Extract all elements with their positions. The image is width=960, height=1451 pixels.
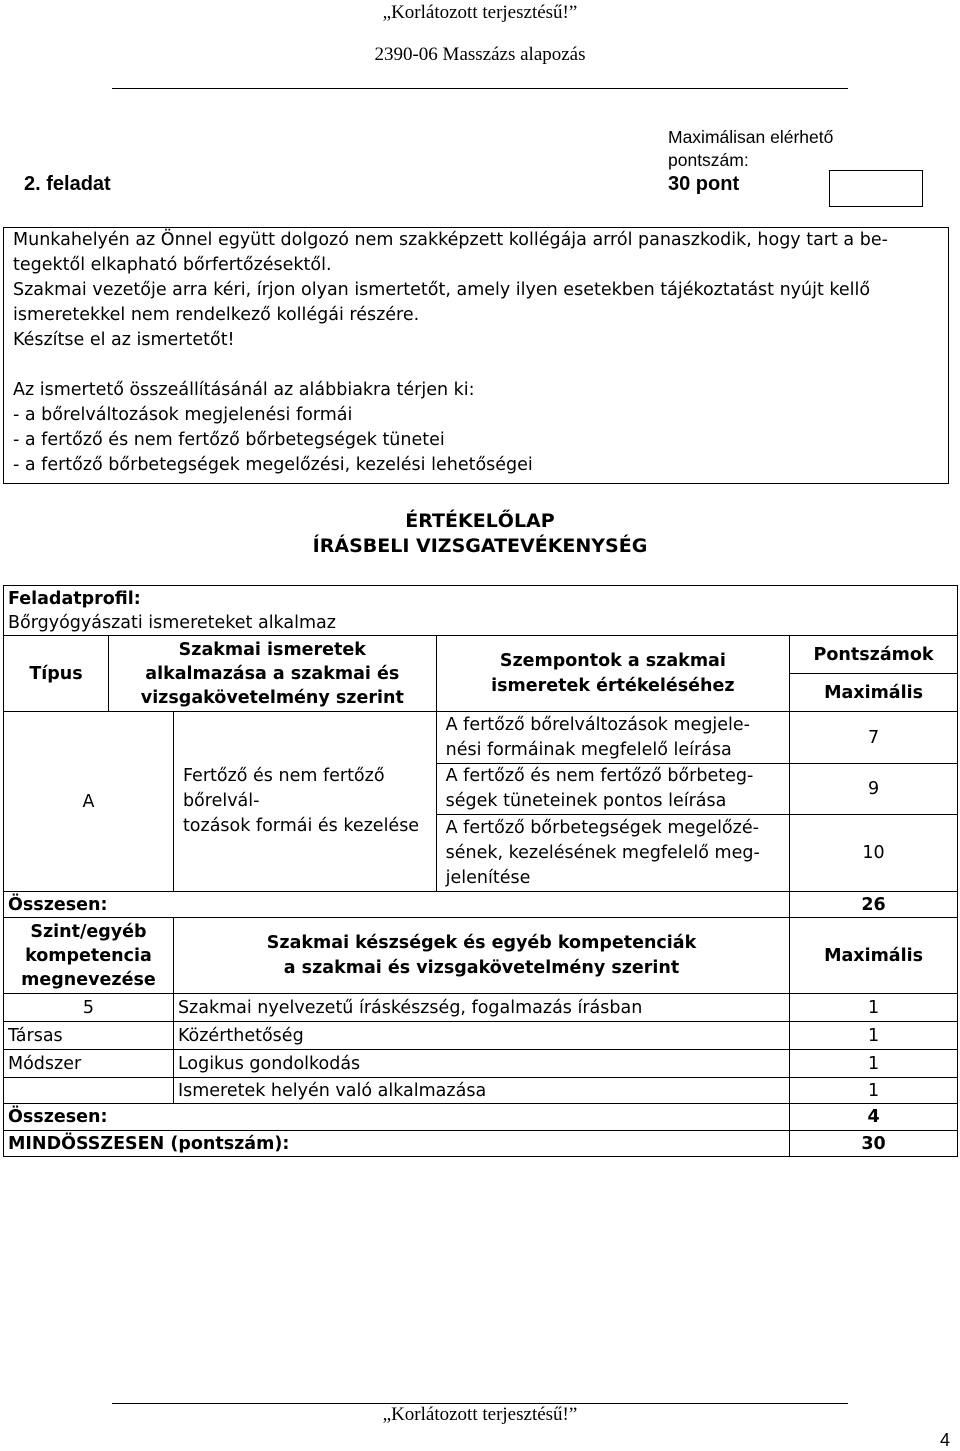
knowledge-line: Fertőző és nem fertőző bőrelvál- bbox=[182, 766, 385, 811]
criteria-line: nési formáinak megfelelő leírása bbox=[445, 739, 732, 760]
task-description bbox=[3, 227, 949, 484]
criteria-line: A fertőző és nem fertőző bőrbeteg- bbox=[445, 766, 754, 786]
col-criteria bbox=[436, 636, 789, 712]
col-max2: Maximális bbox=[790, 918, 958, 994]
desc-bullet: - a fertőző bőrbetegségek megelőzési, kezelési lehetőségei bbox=[13, 455, 533, 475]
col-criteria-line: ismeretek értékeléséhez bbox=[491, 675, 735, 696]
desc-line: Munkahelyén az Önnel együtt dolgozó nem szakképzett kollégája arról panaszkodik, hogy tart a be- bbox=[13, 230, 888, 250]
knowledge-value bbox=[173, 712, 436, 892]
skills-header-row bbox=[4, 918, 958, 994]
criteria-line: jelenítése bbox=[445, 867, 531, 888]
max-points-value: 30 pont bbox=[668, 173, 740, 195]
subtotal-row bbox=[4, 1104, 958, 1131]
col-skills bbox=[173, 918, 789, 994]
col-skills-line: a szakmai és vizsgakövetelmény szerint bbox=[283, 957, 680, 978]
col-knowledge-line: alkalmazása a szakmai és bbox=[145, 663, 400, 684]
criteria-cell bbox=[436, 712, 789, 764]
desc-line: Szakmai vezetője arra kéri, írjon olyan ismertetőt, amely ilyen esetekben tájékoztatást nyújt kellő bbox=[13, 280, 871, 300]
eval-title: ÉRTÉKELŐLAP bbox=[405, 510, 555, 532]
criteria-points: 9 bbox=[790, 764, 958, 815]
skill-desc: Ismeretek helyén való alkalmazása bbox=[173, 1078, 789, 1104]
skill-row bbox=[4, 1050, 958, 1078]
col-criteria-line: Szempontok a szakmai bbox=[499, 650, 726, 671]
skill-level: Módszer bbox=[4, 1050, 174, 1078]
criteria-cell bbox=[436, 764, 789, 815]
col-knowledge-line: vizsgakövetelmény szerint bbox=[140, 687, 404, 708]
header-row-1 bbox=[4, 636, 958, 674]
grand-total-row bbox=[4, 1131, 958, 1157]
subtotal-row bbox=[4, 892, 958, 918]
skill-points: 1 bbox=[790, 994, 958, 1022]
eval-subtitle: ÍRÁSBELI VIZSGATEVÉKENYSÉG bbox=[312, 535, 648, 557]
skill-points: 1 bbox=[790, 1078, 958, 1104]
footer-restricted: „Korlátozott terjesztésű!” bbox=[382, 1404, 578, 1425]
skill-level: 5 bbox=[4, 994, 174, 1022]
type-value: A bbox=[4, 712, 174, 892]
subtotal-value: 4 bbox=[790, 1104, 958, 1131]
desc-bullet: - a fertőző és nem fertőző bőrbetegségek tünetei bbox=[13, 430, 445, 450]
criteria-line: sének, kezelésének megfelelő meg- bbox=[445, 842, 760, 863]
col-knowledge-line: Szakmai ismeretek bbox=[178, 639, 366, 660]
score-box bbox=[829, 170, 923, 207]
skill-points: 1 bbox=[790, 1050, 958, 1078]
criteria-cell bbox=[436, 815, 789, 892]
skill-row bbox=[4, 1022, 958, 1050]
evaluation-table bbox=[3, 585, 958, 1157]
criteria-line: A fertőző bőrelváltozások megjele- bbox=[445, 714, 750, 735]
desc-gap bbox=[4, 353, 948, 378]
col-points: Pontszámok bbox=[790, 636, 958, 674]
col-level-line: kompetencia bbox=[25, 945, 152, 966]
header-module: 2390-06 Masszázs alapozás bbox=[374, 44, 586, 65]
subtotal-label: Összesen: bbox=[4, 892, 790, 918]
desc-line: Az ismertető összeállításánál az alábbiakra térjen ki: bbox=[13, 380, 475, 400]
desc-line: tegektől elkapható bőrfertőzésektől. bbox=[13, 255, 332, 275]
max-label-line1: Maximálisan elérhető bbox=[668, 127, 834, 147]
criteria-row bbox=[4, 712, 958, 764]
grand-total-value: 30 bbox=[790, 1131, 958, 1157]
grand-total-label: MINDÖSSZESEN (pontszám): bbox=[4, 1131, 790, 1157]
col-skills-line: Szakmai készségek és egyéb kompetenciák bbox=[266, 932, 697, 953]
profile-row bbox=[4, 586, 958, 636]
profile-label: Feladatprofil: bbox=[8, 589, 141, 609]
desc-bullet: - a bőrelváltozások megjelenési formái bbox=[13, 405, 353, 425]
skill-points: 1 bbox=[790, 1022, 958, 1050]
knowledge-line: tozások formái és kezelése bbox=[182, 816, 420, 836]
header-restricted: „Korlátozott terjesztésű!” bbox=[382, 2, 578, 23]
criteria-line: ségek tüneteinek pontos leírása bbox=[445, 791, 727, 811]
desc-line: Készítse el az ismertetőt! bbox=[13, 330, 235, 350]
subtotal-value: 26 bbox=[790, 892, 958, 918]
skill-level: Társas bbox=[4, 1022, 174, 1050]
col-max: Maximális bbox=[790, 674, 958, 712]
col-level bbox=[4, 918, 174, 994]
profile-value: Bőrgyógyászati ismereteket alkalmaz bbox=[8, 613, 336, 633]
header-divider bbox=[112, 88, 848, 89]
col-knowledge bbox=[108, 636, 436, 712]
col-level-line: megnevezése bbox=[21, 969, 156, 990]
col-level-line: Szint/egyéb bbox=[30, 921, 147, 942]
page-number: 4 bbox=[939, 1430, 950, 1450]
skill-row bbox=[4, 1078, 958, 1104]
desc-line: ismeretekkel nem rendelkező kollégái részére. bbox=[13, 305, 420, 325]
skill-desc: Szakmai nyelvezetű íráskészség, fogalmazás írásban bbox=[173, 994, 789, 1022]
criteria-line: A fertőző bőrbetegségek megelőzé- bbox=[445, 817, 759, 838]
skill-desc: Közérthetőség bbox=[173, 1022, 789, 1050]
criteria-points: 7 bbox=[790, 712, 958, 764]
skill-row bbox=[4, 994, 958, 1022]
max-points-label bbox=[668, 126, 868, 172]
col-type: Típus bbox=[4, 636, 109, 712]
skill-desc: Logikus gondolkodás bbox=[173, 1050, 789, 1078]
skill-level bbox=[4, 1078, 174, 1104]
max-label-line2: pontszám: bbox=[668, 150, 749, 170]
criteria-points: 10 bbox=[790, 815, 958, 892]
subtotal-label: Összesen: bbox=[4, 1104, 790, 1131]
task-title: 2. feladat bbox=[24, 173, 111, 195]
